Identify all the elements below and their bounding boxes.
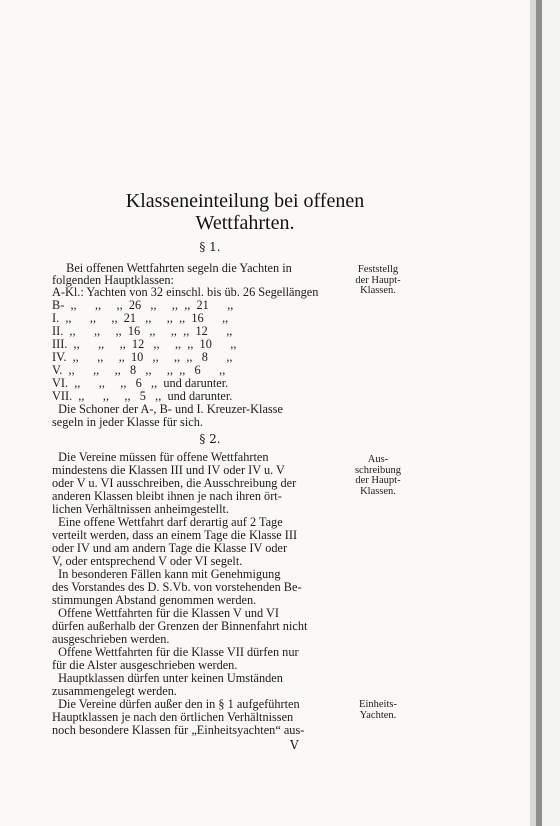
- text-line: Hauptklassen dürfen unter keinen Umständen: [52, 671, 283, 685]
- margin-note: [350, 700, 406, 721]
- text-line: segeln in jeder Klasse für sich.: [52, 415, 203, 429]
- background-margin: [542, 0, 560, 826]
- text-line: oder IV und am andern Tage die Klasse IV oder: [52, 541, 288, 555]
- text-line: lichen Verhältnissen anheimgestellt.: [52, 502, 230, 516]
- text-line: A-Kl.: Yachten von 32 einschl. bis üb. 26 Segellängen: [52, 285, 319, 299]
- text-line: B- ,, ,, ,, 26 ,, ,, ,, 21 ,,: [52, 298, 234, 312]
- text-line: III. ,, ,, ,, 12 ,, ,, ,, 10 ,,: [52, 337, 237, 351]
- text-line: Eine offene Wettfahrt darf derartig auf 2 Tage: [52, 515, 283, 529]
- text-line: I. ,, ,, ,, 21 ,, ,, ,, 16 ,,: [52, 311, 229, 325]
- text-line: anderen Klassen bleibt ihnen je nach ihren ört-: [52, 489, 282, 503]
- text-line: II. ,, ,, ,, 16 ,, ,, ,, 12 ,,: [52, 324, 233, 338]
- text-line: Die Vereine dürfen außer den in § 1 aufgeführten: [52, 697, 300, 711]
- text-line: Die Schoner der A-, B- und I. Kreuzer-Klasse: [52, 402, 283, 416]
- text-line: mindestens die Klassen III und IV oder IV u. V: [52, 463, 285, 477]
- text-line: zusammengelegt werden.: [52, 684, 177, 698]
- text-line: verteilt werden, dass an einem Tage die Klasse III: [52, 528, 298, 542]
- text-line: Die Vereine müssen für offene Wettfahrten: [52, 450, 269, 464]
- margin-note-line: schreibung: [354, 464, 402, 476]
- margin-note-line: Klassen.: [360, 485, 396, 497]
- margin-note-line: Aus-: [367, 454, 389, 465]
- text-line: Offene Wettfahrten für die Klassen V und VI: [52, 606, 280, 620]
- text-line: ausgeschrieben werden.: [52, 632, 170, 646]
- text-line: Hauptklassen je nach den örtlichen Verhältnissen: [52, 710, 294, 724]
- text-line: stimmungen Abstand genommen werden.: [52, 593, 257, 607]
- heading-line-1: Klasseneinteilung bei offenen: [125, 190, 365, 212]
- text-line: Bei offenen Wettfahrten segeln die Yachten in: [60, 261, 292, 275]
- margin-note-line: der Haupt-: [355, 274, 401, 286]
- text-line: IV. ,, ,, ,, 10 ,, ,, ,, 8 ,,: [52, 350, 233, 364]
- margin-note-line: Klassen.: [360, 285, 396, 296]
- text-line: V. ,, ,, ,, 8 ,, ,, ,, 6 ,,: [52, 363, 226, 377]
- text-line: noch besondere Klassen für „Einheitsyachten“ aus-: [52, 723, 305, 737]
- text-line: des Vorstandes des D. S.Vb. von vorstehenden Be-: [52, 580, 302, 594]
- margin-note-line: Yachten.: [359, 709, 397, 721]
- text-line: VII. ,, ,, ,, 5 ,, und darunter.: [52, 389, 233, 403]
- text-line: oder V u. VI ausschreiben, die Ausschreibung der: [52, 476, 297, 490]
- text-line: dürfen außerhalb der Grenzen der Binnenfahrt nicht: [52, 619, 308, 633]
- text-line: für die Alster ausgeschrieben werden.: [52, 658, 238, 672]
- heading-line-2: Wettfahrten.: [195, 212, 295, 234]
- margin-note: [350, 265, 406, 297]
- margin-note: [350, 455, 406, 497]
- text-line: In besonderen Fällen kann mit Genehmigung: [52, 567, 281, 581]
- section-1-marker: § 1.: [199, 240, 221, 254]
- text-line: Offene Wettfahrten für die Klasse VII dürfen nur: [52, 645, 299, 659]
- signature-mark: V: [290, 738, 299, 752]
- section-2-marker: § 2.: [199, 432, 221, 446]
- text-line: V, oder entsprechend V oder VI segelt.: [52, 554, 243, 568]
- margin-note-line: Feststellg: [357, 264, 399, 275]
- margin-note-line: der Haupt-: [355, 475, 401, 486]
- text-line: folgenden Hauptklassen:: [52, 273, 174, 287]
- margin-note-line: Einheits-: [359, 699, 397, 710]
- text-line: VI. ,, ,, ,, 6 ,, und darunter.: [52, 376, 229, 390]
